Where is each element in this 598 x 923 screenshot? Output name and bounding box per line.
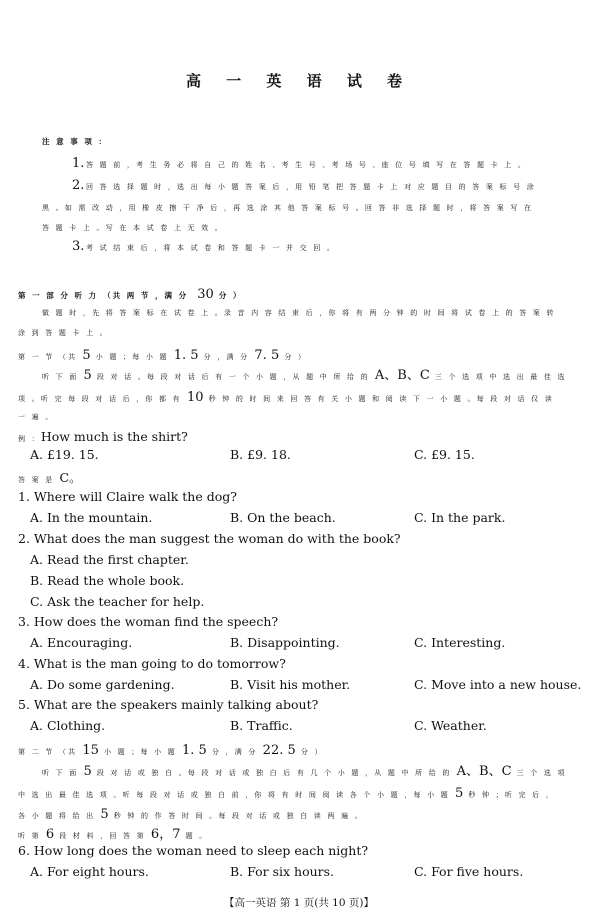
section2-per: 1. 5 [182, 743, 207, 758]
page-title: 高 一 英 语 试 卷 [185, 72, 413, 90]
example-answer-label: 答 案 是 [18, 476, 55, 484]
section2-d4-num2: 6，7 [150, 827, 181, 842]
question-4: 4. What is the man going to do tomorrow? [18, 656, 286, 671]
question-5-option-a: A. Clothing. [30, 718, 106, 733]
section1-mid2: 分 ，满 分 [203, 353, 250, 361]
section2-d4-num: 6 [45, 827, 55, 842]
section1-dir1-b: 段 对 话 。每 段 对 话 后 有 一 个 小 题 ，从 题 中 所 给 的 [96, 373, 370, 381]
example-option-b: B. £9. 18. [230, 447, 291, 462]
question-3-option-c: C. Interesting. [414, 635, 506, 650]
section2-d1-num: 5 [83, 764, 92, 779]
part1-heading-paren: （共 两 节 ，满 分 [103, 291, 189, 300]
part1-intro-line-2: 涂 到 答 题 卡 上 。 [18, 329, 109, 337]
question-5-option-b: B. Traffic. [230, 718, 293, 733]
section2-d3-b: 秒 钟 的 作 答 时 间 。每 段 对 话 或 独 白 读 两 遍 。 [113, 812, 364, 820]
section1-dir2-num: 10 [186, 390, 204, 405]
section2-d1-abc: A、B、C [456, 764, 512, 779]
notice-item-2-num: 2. [72, 178, 85, 193]
section1-directions-2 [18, 386, 554, 405]
section2-d1-c: 三 个 选 项 [516, 769, 567, 777]
part1-intro-line-1: 做 题 时 ，先 将 答 案 标 在 试 卷 上 。录 音 内 容 结 束 后 ，你 将 有 两 分 钟 的 时 间 将 试 卷 上 的 答 案 转 [42, 309, 556, 317]
question-5: 5. What are the speakers mainly talking about? [18, 697, 319, 712]
section2-end: 分 ） [300, 748, 324, 756]
question-2-option-b: B. Read the whole book. [30, 573, 185, 588]
section2-d2-num: 5 [455, 786, 464, 801]
section2-total: 22. 5 [262, 743, 296, 758]
section2-d1-a: 听 下 面 [42, 769, 79, 777]
section1-directions-1 [42, 364, 567, 383]
section2-directions-1 [42, 760, 567, 779]
part1-heading-text: 第 一 部 分 听 力 [18, 291, 99, 300]
section1-per: 1. 5 [173, 348, 199, 363]
notice-heading: 注 意 事 项 ： [42, 137, 108, 146]
section1-directions-3: 一 遍 。 [18, 413, 55, 421]
section2-d2-b: 秒 钟 ；听 完 后 ， [468, 791, 555, 799]
section2-d2-a: 中 选 出 最 佳 选 项 。听 每 段 对 话 或 独 白 前 ，你 将 有 时 间 阅 读 各 个 小 题 ，每 小 题 [18, 791, 450, 799]
question-1-option-b: B. On the beach. [230, 510, 336, 525]
section2-d1-b: 段 对 话 或 独 白 。每 段 对 话 或 独 白 后 有 几 个 小 题 ，从 题 中 所 给 的 [96, 769, 452, 777]
section1-heading-text: 第 一 节 （共 [18, 353, 78, 361]
part1-heading [18, 283, 242, 302]
question-4-option-a: A. Do some gardening. [30, 677, 175, 692]
question-6: 6. How long does the woman need to sleep each night? [18, 843, 369, 858]
question-6-option-c: C. For five hours. [414, 864, 524, 879]
section1-dir2-b: 秒 钟 的 时 间 来 回 答 有 关 小 题 和 阅 读 下 一 小 题 。每 段 对 话 仅 读 [208, 395, 554, 403]
section1-dir1-c: 三 个 选 项 中 选 出 最 佳 选 [434, 373, 567, 381]
section2-mid: 小 题 ；每 小 题 [104, 748, 177, 756]
part1-heading-score: 30 [197, 287, 214, 302]
page-footer: 【高一英语 第 1 页(共 10 页)】 [224, 897, 374, 909]
question-4-option-b: B. Visit his mother. [230, 677, 351, 692]
section2-d4-a: 听 第 [18, 832, 41, 840]
question-1-option-a: A. In the mountain. [30, 510, 153, 525]
notice-item-3-num: 3. [72, 239, 85, 254]
example-question-text: How much is the shirt? [40, 429, 188, 444]
example-answer [18, 467, 82, 486]
part1-heading-end: 分 ） [218, 291, 243, 300]
question-1-option-c: C. In the park. [414, 510, 506, 525]
notice-item-1-text: 答 题 前 ，考 生 务 必 将 自 己 的 姓 名 、考 生 号 、考 场 号 、座 位 号 填 写 在 答 题 卡 上 。 [86, 161, 528, 169]
section2-d3-a: 各 小 题 将 给 出 [18, 812, 96, 820]
section2-count: 15 [82, 743, 99, 758]
question-3: 3. How does the woman find the speech? [18, 614, 279, 629]
question-2: 2. What does the man suggest the woman do with the book? [18, 531, 401, 546]
example-answer-value: C。 [59, 470, 82, 485]
section1-total: 7. 5 [254, 348, 280, 363]
notice-item-2-line-2: 黑 。如 需 改 动 ，用 橡 皮 擦 干 净 后 ，再 选 涂 其 他 答 案 标 号 。回 答 非 选 择 题 时 ，将 答 案 写 在 [42, 204, 534, 212]
question-1: 1. Where will Claire walk the dog? [18, 489, 237, 504]
section2-d4-b: 段 材 料 ，回 答 第 [59, 832, 146, 840]
section2-heading [18, 739, 324, 758]
section2-d4-c: 题 。 [185, 832, 209, 840]
example-option-c: C. £9. 15. [414, 447, 475, 462]
example-option-a: A. £19. 15. [30, 447, 99, 462]
question-3-option-b: B. Disappointing. [230, 635, 340, 650]
notice-item-2-line-3: 答 题 卡 上 。写 在 本 试 卷 上 无 效 。 [42, 224, 224, 232]
section2-directions-2 [18, 782, 555, 801]
section1-dir1-a: 听 下 面 [42, 373, 79, 381]
section2-d3-num: 5 [100, 807, 109, 822]
question-2-option-a: A. Read the first chapter. [30, 552, 189, 567]
section1-dir1-abc: A、B、C [374, 368, 430, 383]
notice-item-2-line-1: 回 答 选 择 题 时 ，选 出 每 小 题 答 案 后 ，用 铅 笔 把 答 题 卡 上 对 应 题 目 的 答 案 标 号 涂 [86, 183, 536, 191]
notice-item-3-text: 考 试 结 束 后 ，将 本 试 卷 和 答 题 卡 一 并 交 回 。 [86, 244, 337, 252]
example-label: 例 ： [18, 435, 41, 443]
section2-heading-text: 第 二 节 （共 [18, 748, 78, 756]
section2-directions-3 [18, 803, 364, 822]
example-question [18, 426, 188, 445]
notice-item-1-num: 1. [72, 156, 85, 171]
section1-heading [18, 344, 307, 363]
section1-count: 5 [82, 348, 91, 363]
question-5-option-c: C. Weather. [414, 718, 487, 733]
section1-dir2-a: 项 。听 完 每 段 对 话 后 ，你 都 有 [18, 395, 182, 403]
section2-directions-4 [18, 823, 208, 842]
section1-dir1-num: 5 [83, 368, 92, 383]
section1-end: 分 ） [284, 353, 308, 361]
section1-mid: 小 题 ；每 小 题 [95, 353, 169, 361]
section2-mid2: 分 ，满 分 [211, 748, 258, 756]
question-3-option-a: A. Encouraging. [30, 635, 133, 650]
question-6-option-b: B. For six hours. [230, 864, 335, 879]
question-6-option-a: A. For eight hours. [30, 864, 149, 879]
question-2-option-c: C. Ask the teacher for help. [30, 594, 205, 609]
question-4-option-c: C. Move into a new house. [414, 677, 582, 692]
